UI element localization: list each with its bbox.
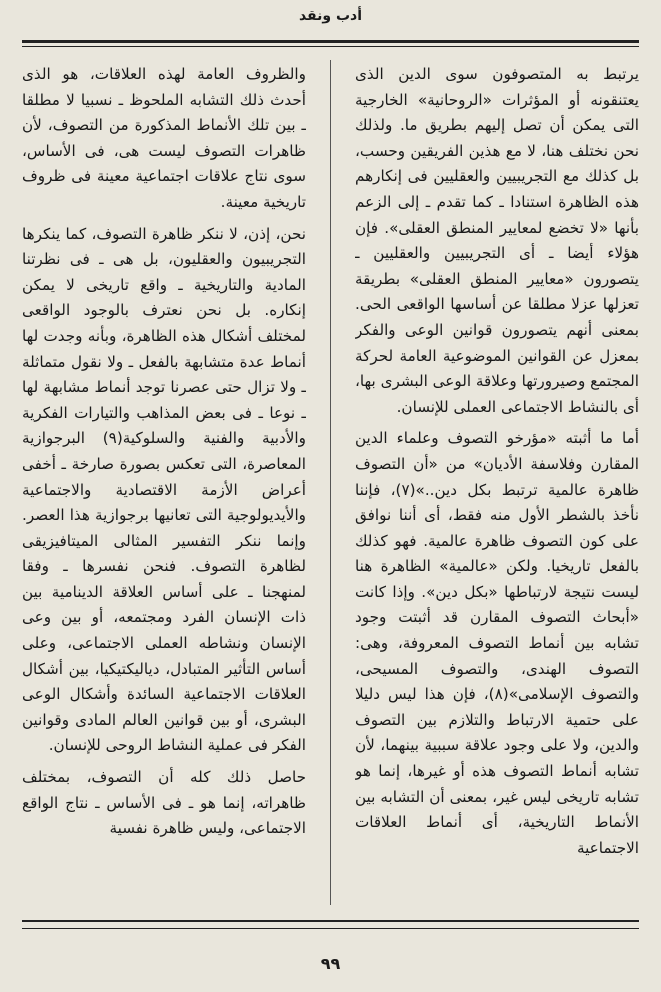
text-column-left: [22, 62, 306, 912]
paragraph: أما ما أثبته «مؤرخو التصوف وعلماء الدين المقارن وفلاسفة الأديان» من «أن التصوف ظاهرة عالمية ترتبط بكل دين..»(٧)، فإننا نأخذ بالشطر الأول منه فقط، أى أننا نوافق على كون التصوف ظاهرة عالمية. فهو كذلك بالفعل تاريخيا. ولكن «عالمية» الظاهرة هنا ليست نتيجة لارتباطها «بكل دين». وإذا كانت «أبحاث التصوف المقارن قد أثبتت وجود تشابه بين أنماط التصوف المعروفة، وهى: التصوف الهندى، والتصوف المسيحى، والتصوف الإسلامى»(٨)، فإن هذا ليس دليلا على حتمية الارتباط والتلازم بين التصوف والدين، ولا على وجود علاقة سببية بينهما، لأن تشابه أنماط التصوف هذه أو غيرها، إنما هو تشابه تاريخى ليس غير، بمعنى أن التشابه بين الأنماط التاريخية، أى أنماط العلاقات الاجتماعية: [355, 429, 639, 857]
header-rule: [22, 40, 639, 43]
paragraph: والظروف العامة لهذه العلاقات، هو الذى أحدث ذلك التشابه الملحوظ ـ نسبيا لا مطلقا ـ بين تلك الأنماط المذكورة من التصوف، لأن ظاهرات التصوف ليست هى، فى الأساس، سوى نتاج علاقات اجتماعية معينة فى ظروف تاريخية معينة.: [22, 65, 306, 211]
footer-rule: [22, 920, 639, 922]
page-header: أدب ونقد: [298, 8, 363, 24]
page-number: ٩٩: [320, 954, 341, 973]
footer-rule-thin: [22, 928, 639, 929]
paragraph: نحن، إذن، لا ننكر ظاهرة التصوف، كما ينكرها التجريبيون والعقليون، بل هى ـ فى نظرتنا المادية والتاريخية ـ واقع تاريخى لا يمكن إنكاره. بل نحن نعترف بالوجود الواقعى لمختلف أشكال هذه الظاهرة، وبأنه وجدت لها أنماط عدة متشابهة بالفعل ـ ولا نقول متماثلة ـ ولا تزال حتى عصرنا توجد أنماط مشابهة لها ـ نوعا ـ فى بعض المذاهب والتيارات الفكرية والأدبية والفنية والسلوكية(٩) البرجوازية المعاصرة، التى تعكس بصورة صارخة ـ أخفى أعراض الأزمة الاقتصادية والاجتماعية والأيديولوجية التى تعانيها برجوازية هذا العصر. وإنما ننكر التفسير المثالى الميتافيزيقى لظاهرة التصوف. فنحن نفسرها ـ وفقا لمنهجنا ـ على أساس العلاقة الدينامية بين ذات الإنسان الفرد ومجتمعه، أو بين وعى الإنسان ونشاطه العملى الاجتماعى، وعلى أساس التأثير المتبادل، دياليكتيكيا، بين أشكال العلاقات الاجتماعية السائدة وأشكال الوعى البشرى، أو بين قوانين العالم المادى وقوانين الفكر فى عملية النشاط الروحى للإنسان.: [22, 224, 306, 755]
paragraph: حاصل ذلك كله أن التصوف، بمختلف ظاهراته، إنما هو ـ فى الأساس ـ نتاج الواقع الاجتماعى، وليس ظاهرة نفسية: [22, 768, 306, 838]
text-column-right: [355, 62, 639, 912]
header-rule-thin: [22, 46, 639, 47]
column-divider: [330, 60, 331, 905]
paragraph: يرتبط به المتصوفون سوى الدين الذى يعتنقونه أو المؤثرات «الروحانية» الخارجية التى يمكن أن تصل إليهم بطريق ما. ولذلك نحن نختلف هنا، لا مع هذين الفريقين وحسب، بل كذلك مع التجريبيين والعقليين فى إنكارهم هذه الظاهرة استنادا ـ كما تقدم ـ إلى الزعم بأنها «لا تخضع لمعايير المنطق العقلى». فإن هؤلاء أيضا ـ أى التجريبيين والعقليين ـ يتصورون «معايير المنطق العقلى» بطريقة تعزلها عزلا مطلقا عن أساسها الواقعى الحى. بمعنى أنهم يتصورون قوانين الوعى والفكر بمعزل عن القوانين الموضوعية العامة لحركة المجتمع وصيرورتها وعلاقة الوعى البشرى بها، أى بالنشاط الاجتماعى العملى للإنسان.: [355, 65, 639, 416]
